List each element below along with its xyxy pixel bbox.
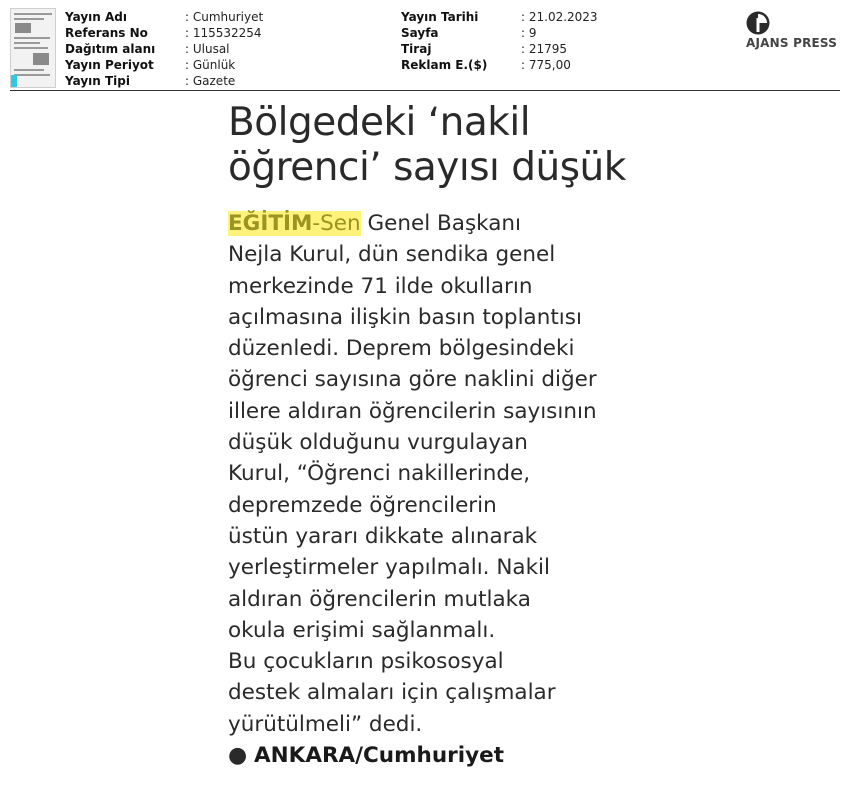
body-line: yürütülmeli” dedi. bbox=[228, 711, 423, 737]
meta-left-column bbox=[65, 9, 263, 89]
body-line: düşük olduğunu vurgulayan bbox=[228, 430, 528, 456]
meta-label: Yayın Tarihi bbox=[401, 10, 479, 24]
organization-name: EĞİTİM bbox=[228, 211, 313, 236]
byline bbox=[228, 740, 648, 771]
organization-suffix: -Sen bbox=[312, 211, 361, 236]
page-thumbnail bbox=[10, 8, 56, 88]
meta-value: : Günlük bbox=[185, 58, 236, 72]
headline-line: öğrenci’ sayısı düşük bbox=[228, 145, 626, 190]
body-line: merkezinde 71 ilde okulların bbox=[228, 273, 533, 299]
meta-value: : 115532254 bbox=[185, 26, 262, 40]
body-line: yerleştirmeler yapılmalı. Nakil bbox=[228, 555, 550, 581]
clipping-header bbox=[0, 0, 850, 92]
meta-label: Yayın Tipi bbox=[65, 74, 130, 88]
meta-value: : Gazete bbox=[185, 74, 236, 88]
meta-row bbox=[401, 9, 598, 25]
ajans-press-logo-icon bbox=[745, 10, 771, 36]
meta-label: Dağıtım alanı bbox=[65, 42, 156, 56]
headline bbox=[228, 100, 648, 190]
meta-row bbox=[65, 57, 263, 73]
meta-label: Sayfa bbox=[401, 26, 439, 40]
body-line: illere aldıran öğrencilerin sayısının bbox=[228, 398, 597, 424]
body-text: Genel Başkanı bbox=[360, 211, 522, 236]
body-line: Kurul, “Öğrenci nakillerinde, bbox=[228, 461, 531, 487]
body-line: Nejla Kurul, dün sendika genel bbox=[228, 242, 556, 268]
meta-label: Tiraj bbox=[401, 42, 432, 56]
header-divider bbox=[10, 90, 840, 91]
meta-value: : 21.02.2023 bbox=[521, 10, 598, 24]
body-line: açılmasına ilişkin basın toplantısı bbox=[228, 304, 582, 330]
body-line: destek almaları için çalışmalar bbox=[228, 680, 556, 706]
body-line: düzenledi. Deprem bölgesindeki bbox=[228, 336, 575, 362]
bullet-icon: ● bbox=[228, 743, 248, 769]
body-line: Bu çocukların psikososyal bbox=[228, 649, 504, 675]
body-line: üstün yararı dikkate alınarak bbox=[228, 523, 538, 549]
headline-line: Bölgedeki ‘nakil bbox=[228, 100, 531, 145]
meta-row bbox=[401, 57, 598, 73]
meta-row bbox=[65, 9, 263, 25]
logo-name: AJANS PRESS bbox=[746, 36, 838, 50]
meta-right-column bbox=[401, 9, 598, 73]
meta-label: Yayın Adı bbox=[65, 10, 127, 24]
article bbox=[228, 100, 648, 771]
body-line: depremzede öğrencilerin bbox=[228, 492, 497, 518]
thumbnail-accent bbox=[11, 75, 17, 87]
meta-row bbox=[65, 73, 263, 89]
meta-label: Yayın Periyot bbox=[65, 58, 154, 72]
meta-value: : 775,00 bbox=[521, 58, 571, 72]
meta-label: Reklam E.($) bbox=[401, 58, 488, 72]
meta-label: Referans No bbox=[65, 26, 148, 40]
body-line: aldıran öğrencilerin mutlaka bbox=[228, 586, 531, 612]
meta-row bbox=[65, 41, 263, 57]
meta-row bbox=[401, 41, 598, 57]
byline-text: ANKARA/Cumhuriyet bbox=[254, 743, 504, 769]
meta-row bbox=[65, 25, 263, 41]
ajans-press-logo bbox=[745, 10, 845, 50]
meta-row bbox=[401, 25, 598, 41]
meta-value: : 9 bbox=[521, 26, 537, 40]
meta-value: : Ulusal bbox=[185, 42, 230, 56]
body-line bbox=[228, 208, 648, 239]
meta-value: : 21795 bbox=[521, 42, 568, 56]
body-line: öğrenci sayısına göre naklini diğer bbox=[228, 367, 597, 393]
body-line: okula erişimi sağlanmalı. bbox=[228, 617, 496, 643]
organization-highlight bbox=[228, 211, 361, 236]
meta-value: : Cumhuriyet bbox=[185, 10, 264, 24]
article-body bbox=[228, 208, 648, 771]
